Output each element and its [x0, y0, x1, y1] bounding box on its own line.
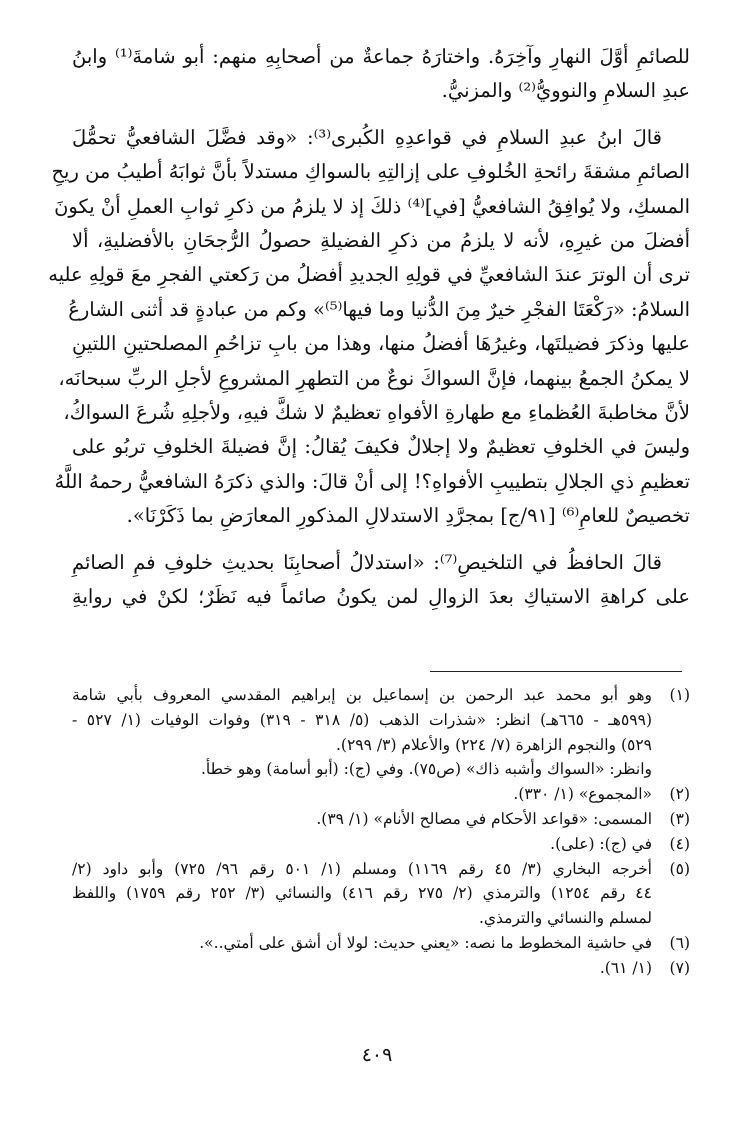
- text-line: الصائمِ مشقةَ رائحةِ الخُلوفِ على إزالتِهِ بالسواكِ مستدلاً بأنَّ ثوابَهُ أطيبُ من ريحِ: [51, 160, 690, 184]
- footnote-text: [72, 832, 652, 857]
- footnote-line: (٥٩٩هـ - ٦٦٥هـ) انظر: «شذرات الذهب (٥/ ٣١٨ - ٣١٩) وفوات الوفيات (١/ ٥٢٧ -: [72, 710, 652, 729]
- footnote-number: (٢): [669, 785, 690, 804]
- text-line: السلامُ: «رَكْعَتَا الفجْرِ خيرٌ مِنَ الدُّنيا وما فيها⁽⁵⁾» وكم من عبادةٍ قد أثنى الشارعُ: [68, 297, 690, 321]
- footnote-line: في (ج): (على).: [550, 834, 652, 853]
- text-line: تخصيصٌ للعامِ⁽⁶⁾ [٩١/ج] بمجرَّدِ الاستدلالِ المذكورِ المعارَضِ بما ذَكَرْنَا».: [126, 504, 690, 528]
- paragraph: [72, 546, 690, 615]
- text-line: عليها وذكرَ فضيلتَها، وغيرُهَا أفضلُ منها، وهذا من بابِ تزاحُمِ المصلحتينِ اللتينِ: [72, 332, 690, 356]
- footnote-7: [72, 956, 690, 981]
- text-line: لا يمكنُ الجمعُ بينهما، فإنَّ السواكَ نوعٌ من التطهرِ المشروعِ لأجلِ الربِّ سبحانَه،: [58, 366, 690, 390]
- text-line: ترى أن الوترَ عندَ الشافعيِّ في قولِهِ الجديدِ أفضلُ من رَكعتي الفجرِ معَ قولِهِ عليه: [48, 263, 690, 287]
- footnote-line: أخرجه البخاري (٣/ ٤٥ رقم ١١٦٩) ومسلم (١/ ٥٠١ رقم ٩٦/ ٧٢٥) وأبو داود (٢/: [72, 859, 652, 878]
- paragraph: [48, 121, 690, 534]
- footnote-6: [72, 931, 690, 956]
- footnote-number: (٣): [669, 809, 690, 828]
- footnote-number: (١): [669, 686, 690, 704]
- text-line: تعظيمِ ذي الجلالِ بتطييبِ الأفواهِ؟! إلى أنْ قالَ: والذي ذكرَهُ الشافعيُّ رحمهُ اللَّهُ: [54, 469, 690, 493]
- text-line: قالَ الحافظُ في التلخيصِ⁽⁷⁾: «استدلالُ أصحابِنَا بحديثِ خلوفِ فمِ الصائمِ: [72, 550, 662, 574]
- main-text: [48, 40, 690, 627]
- footnote-line: (١/ ٦١).: [599, 958, 652, 977]
- footnote-line: وهو أبو محمد عبد الرحمن بن إسماعيل بن إبراهيم المقدسي المعروف بأبي شامة: [72, 686, 652, 704]
- page-number: ٤٠٩: [361, 1044, 393, 1066]
- footnote-1: [72, 683, 690, 757]
- text-line: المسكِ، ولا يُوافِقُ الشافعيُّ [في]⁽⁴⁾ ذلكَ إذ لا يلزمُ من ذكرِ ثوابِ العملِ أنْ يكونَ: [54, 194, 690, 218]
- footnote-text: [72, 807, 652, 832]
- text-line: على كراهةِ الاستياكِ بعدَ الزوالِ لمن يكونُ صائماً فيه نَظَرٌ؛ لكنْ في روايةِ: [72, 585, 690, 609]
- footnote-text: [72, 683, 652, 757]
- text-line: عبدِ السلامِ والنوويُّ⁽²⁾ والمزنيُّ.: [441, 79, 690, 103]
- text-line: وليسَ في الخلوفِ تعظيمٌ ولا إجلالٌ فكيفَ يُقالُ: إنَّ فضيلةَ الخلوفِ تربُو على: [72, 435, 690, 459]
- footnote-line: لمسلم والنسائي والترمذي.: [478, 909, 652, 928]
- footnotes: [72, 683, 690, 981]
- footnote-text: [72, 931, 652, 956]
- footnote-line: ٤٤ رقم ١٢٥٤) والترمذي (٢/ ٢٧٥ رقم ٤١٦) والنسائي (٣/ ٢٥٢ رقم ١٧٥٩) واللفظ: [72, 884, 652, 903]
- footnote-line: في حاشية المخطوط ما نصه: «يعني حديث: لولا أن أشق على أمتي..».: [199, 933, 652, 952]
- footnote-5: [72, 857, 690, 931]
- text-line: لأنَّ مخاطبةَ العُظماءِ مع طهارةِ الأفواهِ تعظيمٌ لا شكَّ فيهِ، ولأجلِهِ شُرعَ السواكُ،: [63, 401, 690, 425]
- footnote-divider: [430, 671, 682, 672]
- text-line: أفضلَ من غيرِهِ، لأنه لا يلزمُ من ذكرِ الفضيلةِ حصولُ الرُّجحَانِ بالأفضليةِ، ألا: [72, 229, 690, 253]
- paragraph: [72, 40, 690, 109]
- footnote-2: [72, 782, 690, 807]
- footnote-1-continuation: وانظر: «السواك وأشبه ذاك» (ص٧٥). وفي (ج): (أبو أسامة) وهو خطأ.: [200, 760, 652, 779]
- footnote-number: (٧): [669, 958, 690, 977]
- footnote-4: [72, 832, 690, 857]
- footnote-line: «المجموع» (١/ ٣٣٠).: [513, 785, 652, 804]
- footnote-line: المسمى: «قواعد الأحكام في مصالح الأنام» (١/ ٣٩).: [316, 809, 652, 828]
- footnote-number: (٤): [669, 834, 690, 853]
- footnote-line: ٥٢٩) والنجوم الزاهرة (٧/ ٢٢٤) والأعلام (٣/ ٢٩٩).: [335, 735, 652, 754]
- text-line: قالَ ابنُ عبدِ السلامِ في قواعدِهِ الكُبرى⁽³⁾: «وقد فضَّلَ الشافعيُّ تحمُّلَ: [72, 125, 663, 149]
- footnote-text: [72, 857, 652, 931]
- footnote-3: [72, 807, 690, 832]
- footnote-text: [72, 956, 652, 981]
- footnote-text: [72, 782, 652, 807]
- text-line: للصائمِ أوَّلَ النهارِ وآخِرَهُ. واختارَهُ جماعةٌ من أصحابِهِ منهم: أبو شامةَ⁽¹⁾ وابنُ: [72, 45, 690, 68]
- footnote-number: (٥): [669, 859, 690, 878]
- footnote-number: (٦): [669, 933, 690, 952]
